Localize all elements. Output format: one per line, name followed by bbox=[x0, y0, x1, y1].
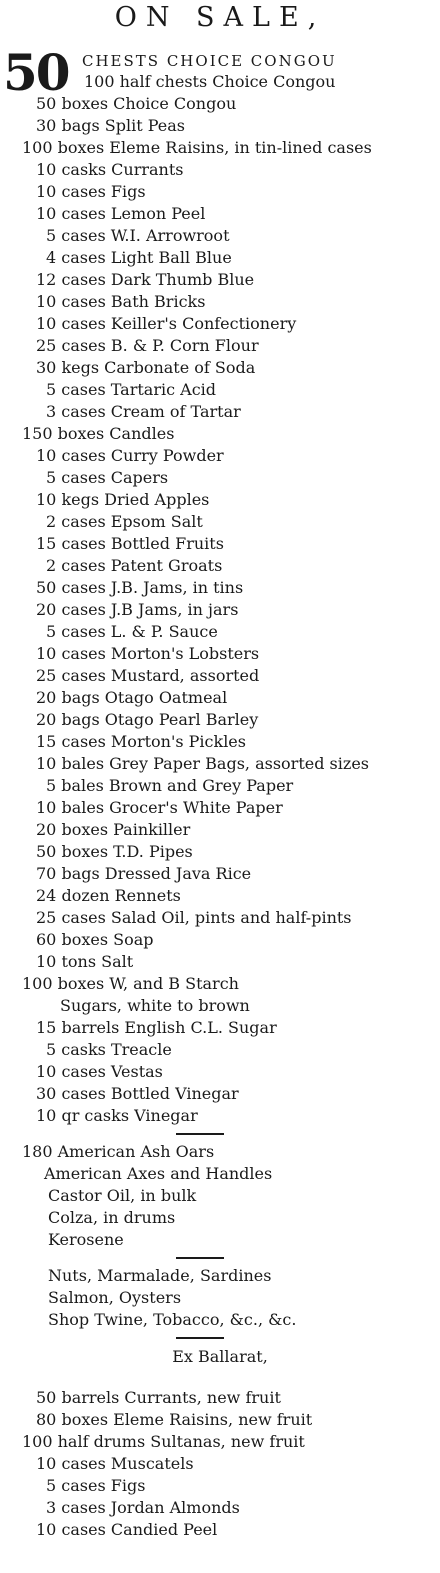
list-item: 5 cases Capers bbox=[46, 468, 169, 487]
list-item: 4 cases Light Ball Blue bbox=[46, 248, 232, 267]
list-item: 100 half chests Choice Congou bbox=[84, 72, 336, 91]
list-item: 10 cases Candied Peel bbox=[36, 1520, 218, 1539]
list-item: 10 cases Figs bbox=[36, 182, 146, 201]
list-item: 100 boxes Eleme Raisins, in tin-lined cases bbox=[22, 138, 372, 157]
list-item: 60 boxes Soap bbox=[36, 930, 154, 949]
list-item: 10 cases Lemon Peel bbox=[36, 204, 206, 223]
list-item: 50 barrels Currants, new fruit bbox=[36, 1388, 281, 1407]
list-item: 5 cases Tartaric Acid bbox=[46, 380, 217, 399]
list-item: 30 cases Bottled Vinegar bbox=[36, 1084, 239, 1103]
list-item: 70 bags Dressed Java Rice bbox=[36, 864, 252, 883]
heading-on-sale: ON SALE, bbox=[114, 2, 326, 33]
list-item: 10 cases Morton's Lobsters bbox=[36, 644, 260, 663]
list-item: 10 casks Currants bbox=[36, 160, 184, 179]
list-item: 150 boxes Candles bbox=[22, 424, 175, 443]
list-item: 20 bags Otago Pearl Barley bbox=[36, 710, 259, 729]
list-item: 15 barrels English C.L. Sugar bbox=[36, 1018, 277, 1037]
list-item: 180 American Ash Oars bbox=[22, 1142, 215, 1161]
section-divider bbox=[176, 1133, 224, 1135]
list-item: 10 bales Grey Paper Bags, assorted sizes bbox=[36, 754, 369, 773]
list-item: 15 cases Morton's Pickles bbox=[36, 732, 246, 751]
list-item: 80 boxes Eleme Raisins, new fruit bbox=[36, 1410, 313, 1429]
list-item: 24 dozen Rennets bbox=[36, 886, 181, 905]
list-item: 100 boxes W, and B Starch bbox=[22, 974, 239, 993]
list-item: 10 tons Salt bbox=[36, 952, 134, 971]
list-item: 10 cases Curry Powder bbox=[36, 446, 224, 465]
list-item: 10 qr casks Vinegar bbox=[36, 1106, 198, 1125]
section-divider bbox=[176, 1337, 224, 1339]
list-item: 3 cases Jordan Almonds bbox=[46, 1498, 240, 1517]
large-number: 50 bbox=[3, 43, 69, 102]
list-item: Nuts, Marmalade, Sardines bbox=[48, 1266, 272, 1285]
list-item: Castor Oil, in bulk bbox=[48, 1186, 197, 1205]
list-item: 30 bags Split Peas bbox=[36, 116, 185, 135]
list-item: 5 cases W.I. Arrowroot bbox=[46, 226, 230, 245]
list-item: 25 cases B. & P. Corn Flour bbox=[36, 336, 259, 355]
list-item: 10 cases Muscatels bbox=[36, 1454, 194, 1473]
list-item: 10 cases Keiller's Confectionery bbox=[36, 314, 297, 333]
list-item: 2 cases Patent Groats bbox=[46, 556, 223, 575]
list-item: Shop Twine, Tobacco, &c., &c. bbox=[48, 1310, 297, 1329]
list-item: 2 cases Epsom Salt bbox=[46, 512, 203, 531]
list-item: Sugars, white to brown bbox=[60, 996, 250, 1015]
list-item: Colza, in drums bbox=[48, 1208, 176, 1227]
list-item: 3 cases Cream of Tartar bbox=[46, 402, 241, 421]
list-item: American Axes and Handles bbox=[44, 1164, 273, 1183]
list-item: 20 cases J.B Jams, in jars bbox=[36, 600, 239, 619]
list-item: 30 kegs Carbonate of Soda bbox=[36, 358, 256, 377]
list-item: 20 bags Otago Oatmeal bbox=[36, 688, 228, 707]
list-item: CHESTS CHOICE CONGOU bbox=[82, 52, 337, 70]
list-item: 15 cases Bottled Fruits bbox=[36, 534, 224, 553]
list-item: 50 boxes Choice Congou bbox=[36, 94, 237, 113]
list-item: 5 casks Treacle bbox=[46, 1040, 172, 1059]
list-item: Salmon, Oysters bbox=[48, 1288, 182, 1307]
list-item: 100 half drums Sultanas, new fruit bbox=[22, 1432, 305, 1451]
list-item: 5 cases Figs bbox=[46, 1476, 146, 1495]
list-item: 50 boxes T.D. Pipes bbox=[36, 842, 193, 861]
list-item: 25 cases Mustard, assorted bbox=[36, 666, 260, 685]
list-item: 12 cases Dark Thumb Blue bbox=[36, 270, 255, 289]
list-item: 20 boxes Painkiller bbox=[36, 820, 191, 839]
list-item: Kerosene bbox=[48, 1230, 124, 1249]
list-item: 10 cases Vestas bbox=[36, 1062, 163, 1081]
list-item: 5 bales Brown and Grey Paper bbox=[46, 776, 294, 795]
list-item: 10 cases Bath Bricks bbox=[36, 292, 206, 311]
list-item: 50 cases J.B. Jams, in tins bbox=[36, 578, 244, 597]
list-item: 5 cases L. & P. Sauce bbox=[46, 622, 218, 641]
list-item: 10 bales Grocer's White Paper bbox=[36, 798, 283, 817]
ex-ballarat-heading: Ex Ballarat, bbox=[172, 1347, 268, 1366]
section-divider bbox=[176, 1257, 224, 1259]
list-item: 10 kegs Dried Apples bbox=[36, 490, 210, 509]
list-item: 25 cases Salad Oil, pints and half-pints bbox=[36, 908, 352, 927]
